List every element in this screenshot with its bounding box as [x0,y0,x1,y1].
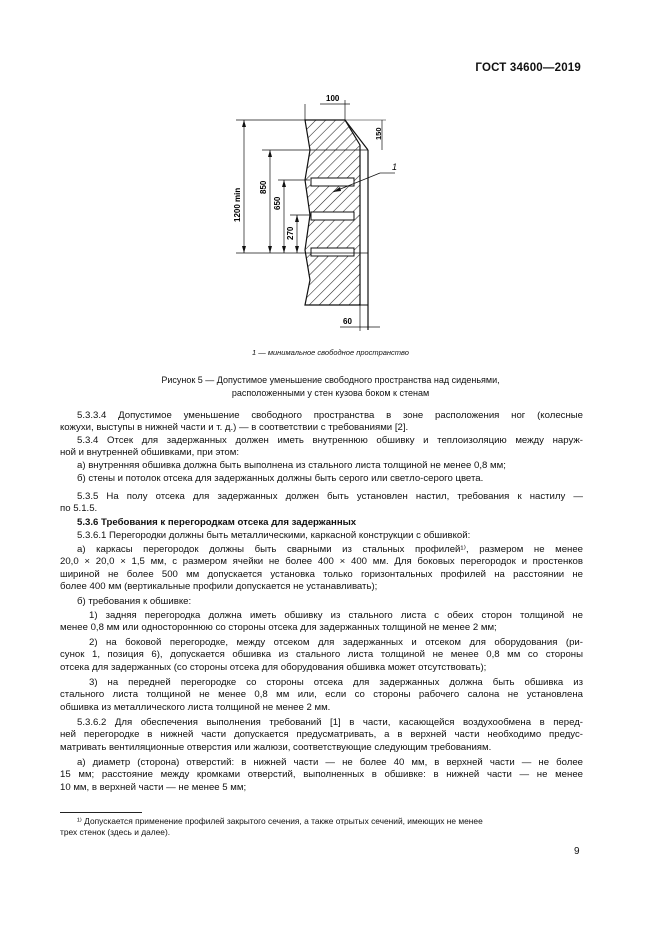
paragraph-requirement-1: 1) задняя перегородка должна иметь обшивку из стального листа с обеих сторон толщиной не менее 0,8 мм или одностороннюю со стороны отсека для задержанных толщиной не менее 2 мм; [60,610,583,634]
paragraph-5-3-3-4: 5.3.3.4 Допустимое уменьшение свободного пространства в зоне расположения ног (колесные кожухи, выступы в нижней части и т. д.) — в соответствии с требованиями [2]. [60,410,583,434]
paragraph-5-3-6-1-b: б) требования к обшивке: [77,596,192,607]
figure-caption-line2: расположенными у стен кузова боком к стенам [231,388,430,398]
paragraph-5-3-6-1-a: а) каркасы перегородок должны быть сварными из стальных профилей¹⁾, размером не менее 20,0 × 20,0 × 1,5 мм, с размером ячейки не более 400 × 400 мм. Для боковых перегородок и простенков шириной не более 500 мм допускается установка только горизонтальных профилей на расстоянии не более 400 мм (вертикальные профили допускается не устанавливать); [60,544,583,593]
dim-1200-label: 1200 min [233,187,242,222]
figure-legend: 1 — минимальное свободное пространство [252,348,409,357]
paragraph-5-3-4-b: б) стены и потолок отсека для задержанных должны быть серого или светло-серого цвета. [77,473,484,484]
section-heading-5-3-6: 5.3.6 Требования к перегородкам отсека для задержанных [77,517,357,528]
figure-caption-line1: Рисунок 5 — Допустимое уменьшение свободного пространства над сиденьями, [161,375,500,385]
dim-270-label: 270 [286,226,295,240]
paragraph-5-3-4-a: а) внутренняя обшивка должна быть выполнена из стального листа толщиной не менее 0,8 мм; [77,460,506,471]
paragraph-requirement-3: 3) на передней перегородке со стороны отсека для задержанных должна быть обшивка из стального листа толщиной не менее 0,8 мм или, если со стороны рабочего салона не установлена обшивка из металлического листа толщиной не менее 2 мм. [60,677,583,713]
paragraph-5-3-6-2-a: а) диаметр (сторона) отверстий: в нижней части — не более 40 мм, в верхней части — не более 15 мм; расстояние между кромками отверстий, выполненных в обшивке: в нижней части — не менее 10 мм, в верхней части — не менее 5 мм; [60,757,583,793]
dim-650-label: 650 [273,196,282,210]
callout-1-label: 1 [392,162,398,172]
paragraph-5-3-6-1: 5.3.6.1 Перегородки должны быть металлическими, каркасной конструкции с обшивкой: [77,530,471,541]
dim-100-label: 100 [326,94,340,103]
page-number: 9 [574,846,580,857]
paragraph-5-3-6-2: 5.3.6.2 Для обеспечения выполнения требований [1] в части, касающейся воздухообмена в перед- ней перегородке в нижней части допускается предусматривать, а в верхней части необходимо предус- матривать вентиляционные отверстия или жалюзи, соответствующие следующим требованиям. [60,717,583,753]
dim-850-label: 850 [259,180,268,194]
figure-5-drawing [0,0,661,360]
dim-150-label: 150 [374,127,383,140]
footnote-separator [60,812,142,813]
paragraph-5-3-4: 5.3.4 Отсек для задержанных должен иметь внутреннюю обшивку и теплоизоляцию между наруж- ной и внутренней обшивками, при этом: [60,435,583,459]
dim-60-label: 60 [343,317,352,326]
paragraph-5-3-5: 5.3.5 На полу отсека для задержанных должен быть установлен настил, требования к настилу — по 5.1.5. [60,491,583,515]
footnote: ¹⁾ Допускается применение профилей закрытого сечения, а также отрытых сечений, имеющих не менее трех стенок (здесь и далее). [60,816,483,837]
document-header: ГОСТ 34600—2019 [475,62,581,74]
paragraph-requirement-2: 2) на боковой перегородке, между отсеком для задержанных и отсеком для оборудования (ри- сунок 1, позиция 6), допускается обшивка из стального листа толщиной не менее 0,8 мм со стороны отсека для задержанных (со стороны отсека для оборудования обшивка может отсутствовать); [60,637,583,673]
